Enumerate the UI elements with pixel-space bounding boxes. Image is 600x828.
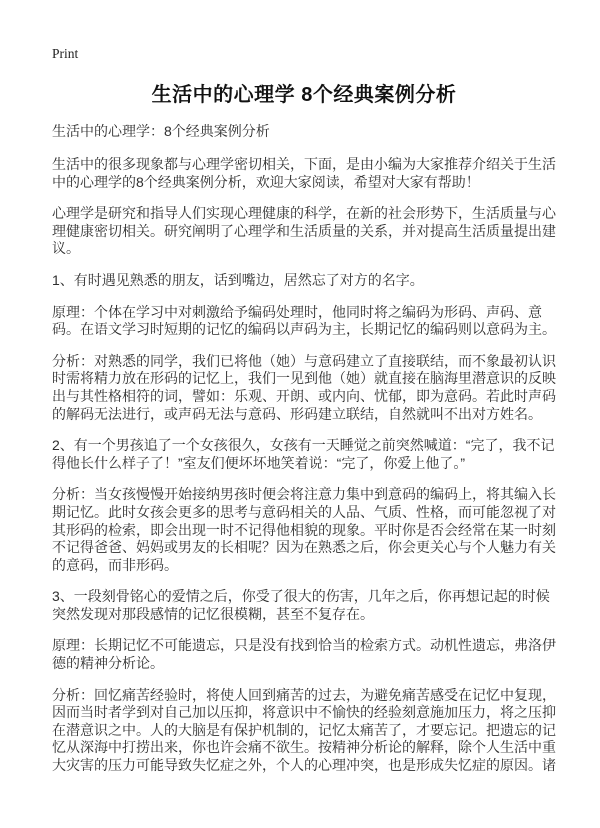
article-paragraph: 生活中的很多现象都与心理学密切相关，下面，是由小编为大家推荐介绍关于生活中的心理学的8个经典案例分析，欢迎大家阅读，希望对大家有帮助！ [52,156,556,190]
article-paragraph: 2、有一个男孩追了一个女孩很久，女孩有一天睡觉之前突然喊道：“完了，我不记得他长什么样子了！”室友们便坏坏地笑着说：“完了，你爱上他了。” [52,437,555,471]
article-body [52,156,556,775]
article-paragraph: 原理：个体在学习中对刺激给予编码处理时，他同时将之编码为形码、声码、意码。在语文学习时短期的记忆的编码以声码为主，长期记忆的编码则以意码为主。 [52,303,556,338]
article-paragraph: 原理：长期记忆不可能遗忘，只是没有找到恰当的检索方式。动机性遗忘，弗洛伊德的精神分析论。 [52,637,556,672]
article-paragraph: 分析：对熟悉的同学，我们已将他（她）与意码建立了直接联结，而不象最初认识时需将精力放在形码的记忆上，我们一见到他（她）就直接在脑海里潜意识的反映出与其性格相符的词，譬如：乐观、开朗、或内向、忧郁，即为意码。若此时声码的解码无法进行，或声码无法与意码、形码建立联结，自然就叫不出对方姓名。 [52,352,556,422]
article-paragraph: 分析：当女孩慢慢开始接纳男孩时便会将注意力集中到意码的编码上，将其编入长期记忆。此时女孩会更多的思考与意码相关的人品、气质、性格，而可能忽视了对其形码的检索，即会出现一时不记得他相貌的现象。平时你是否会经常在某一时刻不记得爸爸、妈妈或男友的长相呢？因为在熟悉之后，你会更关心与个人魅力有关的意码，而非形码。 [52,486,556,573]
article-paragraph: 分析：回忆痛苦经验时，将使人回到痛苦的过去，为避免痛苦感受在记忆中复现，因而当时者学到对自己加以压抑，将意识中不愉快的经验刻意施加压力，将之压抑在潜意识之中。人的大脑是有保护机制的，记忆太痛苦了，才要忘记。把遗忘的记忆从深海中打捞出来，你也许会痛不欲生。按精神分析论的解释，除个人生活中重大灾害的压力可能导致失忆症之外，个人的心理冲突，也是形成失忆症的原因。诸 [52,686,556,774]
article-subtitle: 生活中的心理学：8个经典案例分析 [52,123,270,139]
article-paragraph: 1、有时遇见熟悉的朋友，话到嘴边，居然忘了对方的名字。 [52,271,424,288]
print-link[interactable]: Print [52,46,79,61]
article-paragraph: 心理学是研究和指导人们实现心理健康的科学，在新的社会形势下，生活质量与心理健康密切相关。研究阐明了心理学和生活质量的关系，并对提高生活质量提出建议。 [52,205,556,257]
article-paragraph: 3、一段刻骨铭心的爱情之后，你受了很大的伤害，几年之后，你再想记起的时候突然发现对那段感情的记忆很模糊，甚至不复存在。 [52,588,550,622]
page-title: 生活中的心理学 8个经典案例分析 [151,84,457,106]
